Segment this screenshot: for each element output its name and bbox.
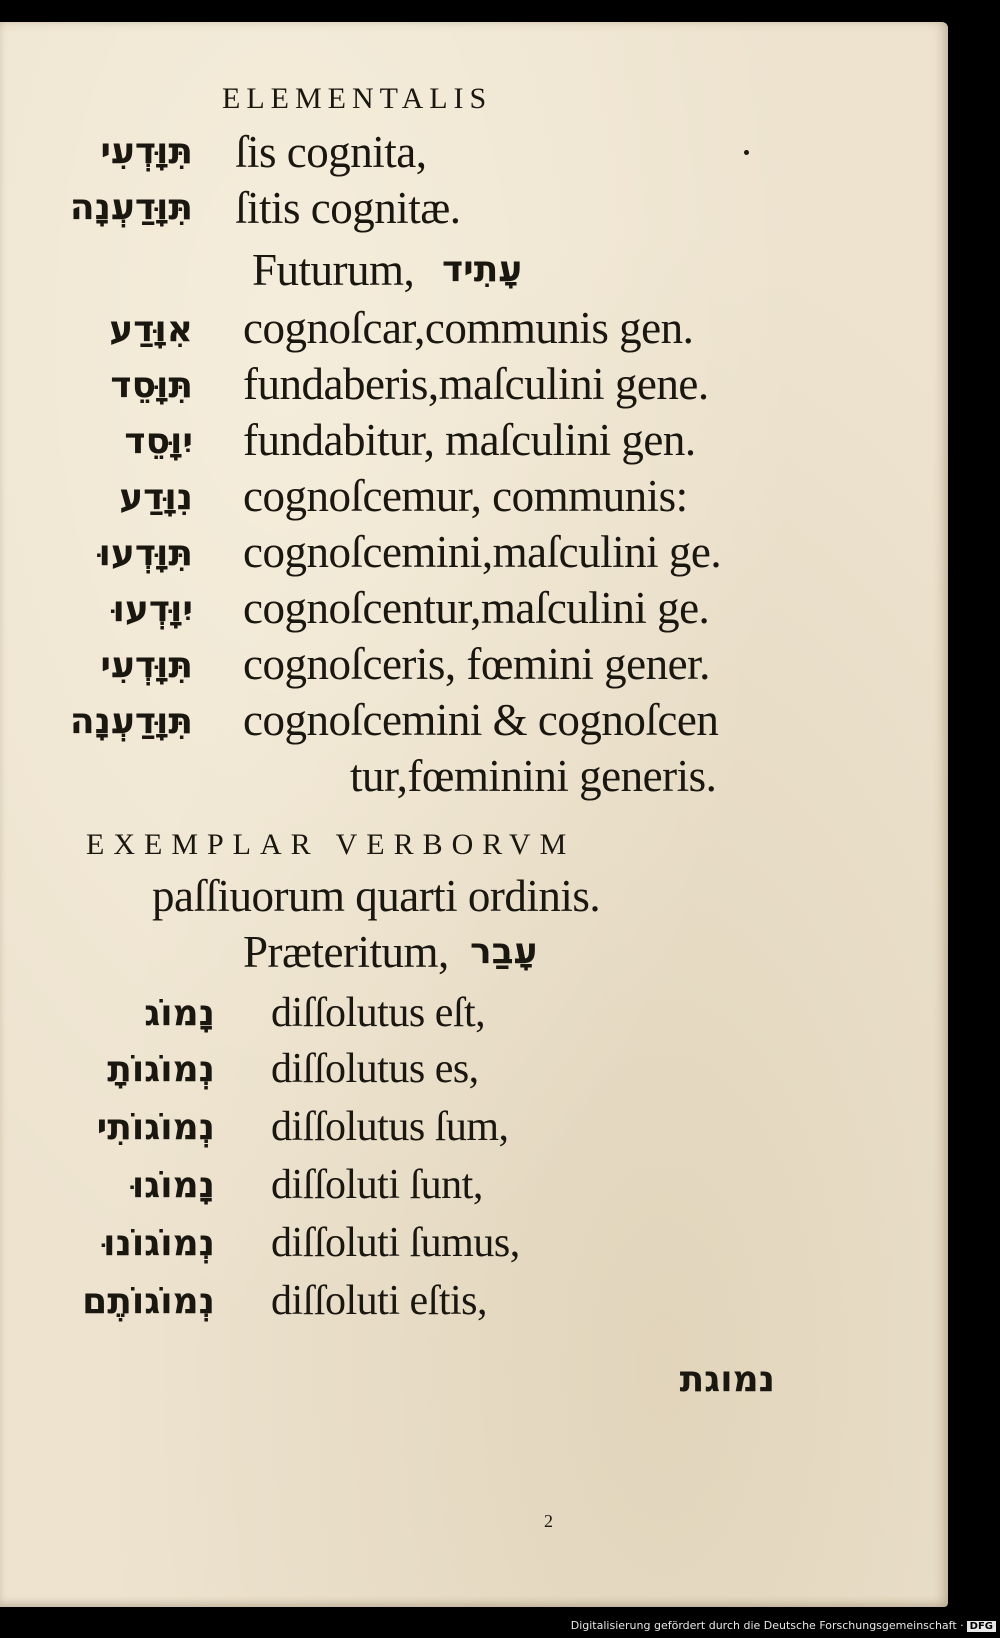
hebrew-form: יִוָּסֵד (124, 421, 193, 462)
section-heading: EXEMPLAR VERBORVM (86, 828, 576, 861)
latin-gloss: cognoſcemini & cognoſcen (243, 695, 719, 745)
catchword: נמוגת (679, 1359, 775, 1400)
latin-gloss: ſis cognita, (235, 127, 427, 177)
dfg-logo: DFG (967, 1621, 996, 1632)
hebrew-form: נְמוֹגוֹתֶם (82, 1281, 215, 1322)
latin-gloss: fundabitur, maſculini gen. (243, 415, 696, 465)
hebrew-form: נְמוֹגוֹתָ (107, 1049, 215, 1090)
signature-mark: 2 (544, 1511, 553, 1531)
latin-gloss: cognoſceris, fœmini gener. (243, 639, 710, 689)
latin-gloss: diſſoluti eſtis, (271, 1278, 488, 1324)
latin-gloss: diſſoluti ſumus, (271, 1220, 520, 1266)
latin-gloss-continuation: tur,fœminini generis. (350, 751, 717, 801)
hebrew-form: נְמוֹגוֹנוּ (103, 1223, 215, 1264)
latin-gloss: cognoſcar,communis gen. (243, 303, 694, 353)
hebrew-form: נָמוֹג (144, 993, 215, 1034)
digitization-credit (571, 1619, 996, 1632)
hebrew-form: יִוָּדְעוּ (112, 589, 193, 630)
latin-gloss: cognoſcemur, communis: (243, 471, 688, 521)
latin-gloss: diſſolutus es, (271, 1046, 479, 1092)
book-page (0, 22, 948, 1607)
credit-text: Digitalisierung gefördert durch die Deutsche Forschungsgemeinschaft · (570, 1619, 964, 1632)
tense-heading-hebrew: עָתִיד (442, 249, 523, 290)
hebrew-form: תִּוָּדְעִי (100, 131, 193, 172)
latin-gloss: diſſolutus ſum, (271, 1104, 509, 1150)
latin-gloss: cognoſcemini,maſculini ge. (243, 527, 722, 577)
latin-gloss: cognoſcentur,maſculini ge. (243, 583, 710, 633)
hebrew-form: אִוָּדַע (109, 309, 193, 350)
hebrew-form: נְמוֹגוֹתִי (96, 1107, 215, 1148)
latin-gloss: diſſolutus eſt, (271, 990, 486, 1036)
tense-heading-latin: Præteritum, (243, 927, 449, 977)
hebrew-form: תִּוָּדַעְנָה (69, 701, 193, 742)
running-head: ELEMENTALIS (222, 82, 493, 115)
hebrew-form: נָמוֹגוּ (131, 1165, 215, 1206)
hebrew-form: נִוָּדַע (119, 477, 193, 518)
hebrew-form: תִּוָּדְעִי (100, 645, 193, 686)
latin-gloss: fundaberis,maſculini gene. (243, 359, 709, 409)
hebrew-form: תִּוָּסֵד (110, 365, 193, 406)
tense-heading-latin: Futurum, (252, 245, 415, 295)
hebrew-form: תִּוָּדְעוּ (98, 533, 193, 574)
ink-speck (744, 150, 749, 155)
latin-gloss: diſſoluti ſunt, (271, 1162, 483, 1208)
hebrew-form: תִּוָּדַעְנָה (69, 187, 193, 228)
section-subheading: paſſiuorum quarti ordinis. (152, 871, 601, 921)
latin-gloss: ſitis cognitæ. (235, 183, 461, 233)
tense-heading-hebrew: עָבַר (470, 931, 538, 972)
